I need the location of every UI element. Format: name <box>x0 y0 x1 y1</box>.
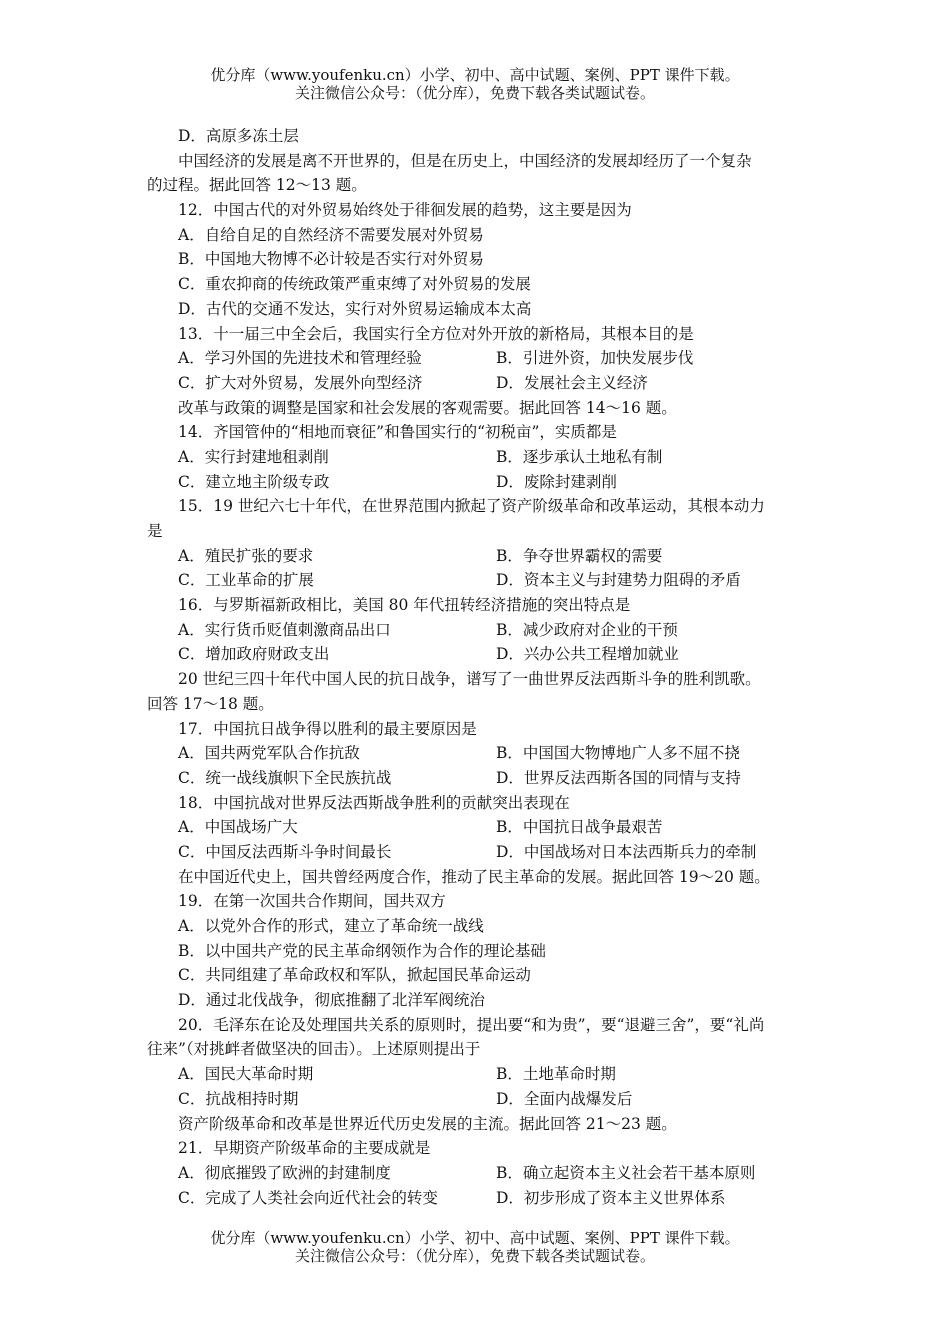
option-row <box>147 815 812 840</box>
option-row <box>147 1161 812 1186</box>
option-left: A．实行封建地租剥削 <box>178 447 329 466</box>
option-line: B．以中国共产党的民主革命纲领作为合作的理论基础 <box>178 941 546 960</box>
option-row <box>147 445 812 470</box>
option-right: B．确立起资本主义社会若干基本原则 <box>496 1163 756 1182</box>
option-line: A．以党外合作的形式，建立了革命统一战线 <box>178 917 484 935</box>
question-line: 12．中国古代的对外贸易始终处于徘徊发展的趋势，这主要是因为 <box>178 201 632 220</box>
option-right: B．逐步承认土地私有制 <box>496 447 663 466</box>
option-right: B．引进外资，加快发展步伐 <box>496 349 694 368</box>
option-left: C．完成了人类社会向近代社会的转变 <box>178 1188 438 1207</box>
option-left: C．增加政府财政支出 <box>178 645 330 664</box>
option-left: C．工业革命的扩展 <box>178 571 314 590</box>
option-right: B．争夺世界霸权的需要 <box>496 546 663 565</box>
question-line: 20．毛泽东在论及处理国共关系的原则时，提出要“和为贵”，要“退避三舍”，要“礼尚 <box>178 1015 765 1034</box>
question-line: 中国经济的发展是离不开世界的，但是在历史上，中国经济的发展却经历了一个复杂 <box>178 151 752 170</box>
option-left: A．殖民扩张的要求 <box>178 546 314 565</box>
option-line: C．共同组建了革命政权和军队，掀起国民革命运动 <box>178 966 531 985</box>
option-line: D．通过北伐战争，彻底推翻了北洋军阀统治 <box>178 991 485 1010</box>
option-left: A．彻底摧毁了欧洲的封建制度 <box>178 1163 391 1182</box>
continuation-line: 是 <box>147 522 163 540</box>
option-line: D．高原多冻土层 <box>178 127 299 145</box>
option-row <box>147 568 812 593</box>
option-line: A．自给自足的自然经济不需要发展对外贸易 <box>178 225 484 244</box>
option-right: B．中国国大物博地广人多不屈不挠 <box>496 744 740 763</box>
option-right: B．减少政府对企业的干预 <box>496 620 678 639</box>
option-right: B．土地革命时期 <box>496 1065 616 1084</box>
question-line: 13．十一届三中全会后，我国实行全方位对外开放的新格局，其根本目的是 <box>178 324 694 343</box>
option-right: D．兴办公共工程增加就业 <box>496 645 679 664</box>
option-row <box>147 1186 812 1211</box>
option-right: D．全面内战爆发后 <box>496 1089 633 1108</box>
option-left: C．建立地主阶级专政 <box>178 472 330 491</box>
option-line: B．中国地大物博不必计较是否实行对外贸易 <box>178 250 484 269</box>
option-left: A．国共两党军队合作抗敌 <box>178 744 360 763</box>
page-header <box>0 66 950 102</box>
question-line: 改革与政策的调整是国家和社会发展的客观需要。据此回答 14～16 题。 <box>178 398 677 417</box>
option-right: D．初步形成了资本主义世界体系 <box>496 1188 726 1207</box>
option-row <box>147 741 812 766</box>
continuation-line: 回答 17～18 题。 <box>147 694 274 713</box>
option-left: C．扩大对外贸易，发展外向型经济 <box>178 373 423 392</box>
question-line: 17．中国抗日战争得以胜利的最主要原因是 <box>178 719 477 738</box>
question-line: 20 世纪三四十年代中国人民的抗日战争，谱写了一曲世界反法西斯斗争的胜利凯歌。 <box>178 670 761 689</box>
option-left: C．抗战相持时期 <box>178 1089 299 1108</box>
option-right: D．世界反法西斯各国的同情与支持 <box>496 768 741 787</box>
option-right: D．中国战场对日本法西斯兵力的牵制 <box>496 842 757 861</box>
option-row <box>147 840 812 865</box>
question-line: 21．早期资产阶级革命的主要成就是 <box>178 1139 431 1158</box>
question-line: 资产阶级革命和改革是世界近代历史发展的主流。据此回答 21～23 题。 <box>178 1114 677 1133</box>
option-left: A．国民大革命时期 <box>178 1065 314 1084</box>
page-footer <box>0 1229 950 1265</box>
option-right: D．发展社会主义经济 <box>496 373 648 392</box>
question-line: 15．19 世纪六七十年代，在世界范围内掀起了资产阶级革命和改革运动，其根本动力 <box>178 497 765 516</box>
option-line: C．重农抑商的传统政策严重束缚了对外贸易的发展 <box>178 275 531 294</box>
option-right: D．废除封建剥削 <box>496 472 617 491</box>
option-row <box>147 544 812 569</box>
footer-line-1: 优分库（www.youfenku.cn）小学、初中、高中试题、案例、PPT 课件下载。 <box>210 1229 740 1247</box>
option-row <box>147 766 812 791</box>
option-row <box>147 470 812 495</box>
continuation-line: 往来”（对挑衅者做坚决的回击）。上述原则提出于 <box>147 1040 481 1059</box>
header-line-2: 关注微信公众号：（优分库），免费下载各类试题试卷。 <box>294 84 655 102</box>
option-left: C．统一战线旗帜下全民族抗战 <box>178 768 392 787</box>
exam-content <box>147 124 812 1210</box>
option-left: A．实行货币贬值刺激商品出口 <box>178 620 391 639</box>
footer-line-2: 关注微信公众号：（优分库），免费下载各类试题试卷。 <box>294 1247 655 1265</box>
option-row <box>147 1087 812 1112</box>
question-line: 16．与罗斯福新政相比，美国 80 年代扭转经济措施的突出特点是 <box>178 596 631 615</box>
question-line: 14．齐国管仲的“相地而衰征”和鲁国实行的“初税亩”，实质都是 <box>178 423 617 442</box>
question-line: 18．中国抗战对世界反法西斯战争胜利的贡献突出表现在 <box>178 793 570 812</box>
option-right: D．资本主义与封建势力阻碍的矛盾 <box>496 571 741 590</box>
continuation-line: 的过程。据此回答 12～13 题。 <box>147 176 367 195</box>
question-line: 在中国近代史上，国共曾经两度合作，推动了民主革命的发展。据此回答 19～20 题。 <box>178 867 770 886</box>
option-right: B．中国抗日战争最艰苦 <box>496 818 663 837</box>
option-left: A．中国战场广大 <box>178 818 298 837</box>
option-row <box>147 618 812 643</box>
option-row <box>147 346 812 371</box>
question-line: 19．在第一次国共合作期间，国共双方 <box>178 892 446 911</box>
option-row <box>147 371 812 396</box>
option-line: D．古代的交通不发达，实行对外贸易运输成本太高 <box>178 299 532 318</box>
option-left: C．中国反法西斯斗争时间最长 <box>178 842 392 861</box>
option-left: A．学习外国的先进技术和管理经验 <box>178 349 422 368</box>
option-row <box>147 642 812 667</box>
option-row <box>147 1062 812 1087</box>
header-line-1: 优分库（www.youfenku.cn）小学、初中、高中试题、案例、PPT 课件下载。 <box>210 66 740 84</box>
